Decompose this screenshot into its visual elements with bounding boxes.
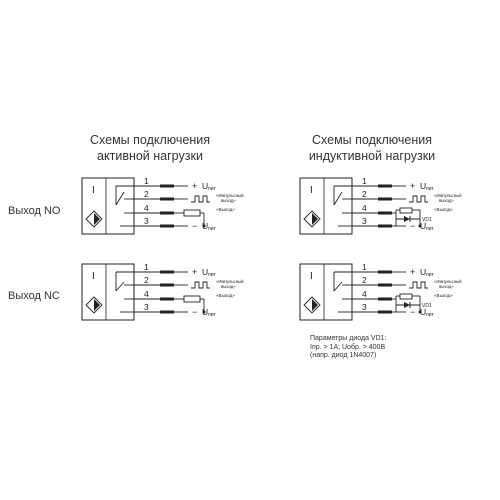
supply-minus-sign: −: [410, 221, 416, 231]
sensing-face-fill: [312, 213, 318, 225]
sensor-symbol: I: [310, 271, 313, 282]
diode-label: VD1: [422, 303, 432, 309]
supply-u-letter-minus: U: [420, 221, 427, 231]
switch-contact-nc: [116, 282, 124, 291]
pin-label-4: 4: [362, 289, 367, 299]
supply-u-letter: U: [420, 267, 427, 277]
pin-label-3: 3: [144, 302, 149, 312]
output-label: «Выход»: [434, 207, 453, 212]
supply-minus-sign: −: [410, 307, 416, 317]
supply-plus-sub: пит: [208, 272, 216, 278]
sensor-symbol: I: [310, 185, 313, 196]
supply-u-letter-minus: U: [420, 307, 427, 317]
pin-label-3: 3: [362, 302, 367, 312]
supply-minus-sub: пит: [426, 226, 434, 232]
pulse-output-label-1: «Импульсный: [434, 279, 462, 284]
sensing-face-fill: [94, 213, 100, 225]
row-label-nc: Выход NC: [8, 290, 60, 302]
switch-contact-no: [116, 192, 124, 205]
title-active-line2: активной нагрузки: [97, 149, 203, 163]
pulse-waveform-icon: [409, 196, 428, 202]
diagram-active-nc: [82, 262, 244, 320]
resistive-load: [184, 296, 200, 302]
sensor-symbol: I: [92, 185, 95, 196]
sensing-face-fill: [312, 299, 318, 311]
pulse-output-label-2: выход»: [221, 198, 236, 203]
pin-label-2: 2: [362, 275, 367, 285]
pin-label-1: 1: [362, 262, 367, 272]
pin-label-2: 2: [144, 189, 149, 199]
diagram-active-no: [82, 176, 244, 234]
diagram-inductive-nc: [300, 262, 462, 320]
supply-u-letter-minus: U: [202, 307, 209, 317]
pulse-output-label-1: «Импульсный: [216, 279, 244, 284]
pulse-output-label-1: «Импульсный: [434, 193, 462, 198]
pulse-waveform-icon: [191, 282, 210, 288]
supply-minus-sign: −: [192, 221, 198, 231]
inductive-load: [400, 208, 412, 213]
switch-contact-nc: [334, 282, 342, 291]
supply-u-letter: U: [420, 181, 427, 191]
note-line3: (напр. диод 1N4007): [310, 352, 377, 359]
supply-plus-sub: пит: [426, 272, 434, 278]
diagram-inductive-no: [300, 176, 462, 234]
inductive-load: [400, 294, 412, 299]
pin-label-2: 2: [362, 189, 367, 199]
sensing-face-fill: [94, 299, 100, 311]
pulse-waveform-icon: [409, 282, 428, 288]
pin-label-3: 3: [362, 216, 367, 226]
pulse-output-label-2: выход»: [221, 284, 236, 289]
supply-plus-sign: +: [192, 181, 198, 191]
supply-minus-sub: пит: [208, 226, 216, 232]
sensor-symbol: I: [92, 271, 95, 282]
pin-label-1: 1: [362, 176, 367, 186]
supply-plus-sign: +: [410, 267, 416, 277]
pin-label-2: 2: [144, 275, 149, 285]
output-label: «Выход»: [216, 207, 235, 212]
pin-label-3: 3: [144, 216, 149, 226]
switch-contact-no: [334, 192, 342, 205]
supply-minus-sign: −: [192, 307, 198, 317]
supply-plus-sign: +: [192, 267, 198, 277]
title-active-line1: Схемы подключения: [89, 133, 210, 147]
note-line2: Iпр. > 1А; Uобр. > 400В: [310, 343, 386, 351]
supply-u-letter: U: [202, 267, 209, 277]
pin-label-4: 4: [144, 289, 149, 299]
supply-plus-sub: пит: [208, 186, 216, 192]
output-label: «Выход»: [216, 293, 235, 298]
pin-label-1: 1: [144, 262, 149, 272]
pulse-output-label-1: «Импульсный: [216, 193, 244, 198]
pin-label-1: 1: [144, 176, 149, 186]
pin-label-4: 4: [362, 203, 367, 213]
supply-minus-sub: пит: [208, 312, 216, 318]
supply-u-letter: U: [202, 181, 209, 191]
supply-plus-sign: +: [410, 181, 416, 191]
supply-u-letter-minus: U: [202, 221, 209, 231]
diode-label: VD1: [422, 217, 432, 223]
supply-plus-sub: пит: [426, 186, 434, 192]
title-inductive-line2: индуктивной нагрузки: [308, 149, 436, 163]
resistive-load: [184, 210, 200, 216]
supply-minus-sub: пит: [426, 312, 434, 318]
row-label-no: Выход NO: [8, 205, 61, 217]
pulse-output-label-2: выход»: [439, 198, 454, 203]
title-inductive-line1: Схемы подключения: [311, 133, 432, 147]
output-label: «Выход»: [434, 293, 453, 298]
note-line1: Параметры диода VD1:: [310, 335, 387, 342]
pulse-output-label-2: выход»: [439, 284, 454, 289]
pin-label-4: 4: [144, 203, 149, 213]
pulse-waveform-icon: [191, 196, 210, 202]
